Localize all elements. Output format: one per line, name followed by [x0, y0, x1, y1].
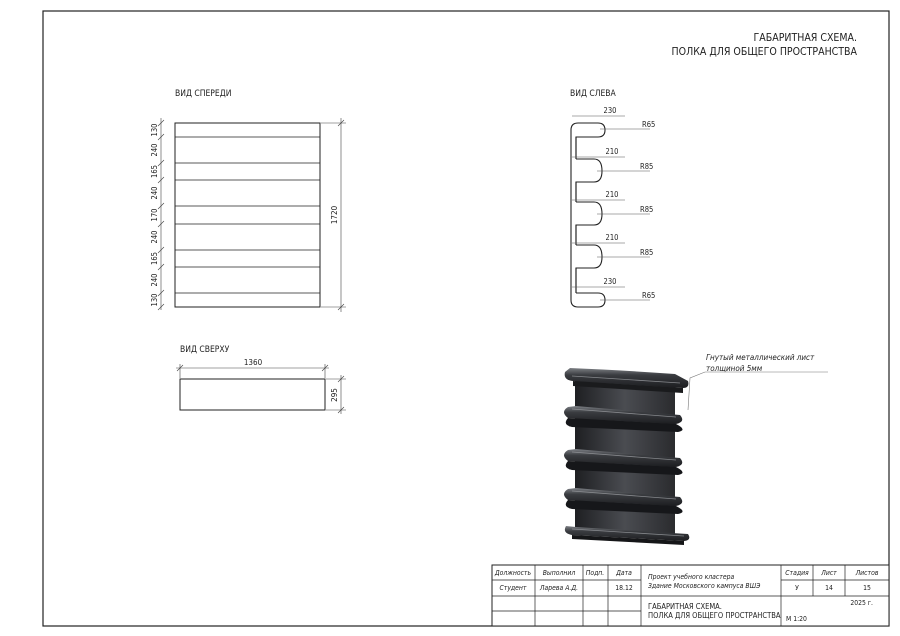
tb-sheet: 14: [825, 584, 833, 592]
side-depth-2: 210: [605, 147, 619, 156]
front-view-dividers: [175, 137, 320, 293]
tb-stage: У: [795, 584, 799, 592]
side-radius-1: R65: [642, 120, 656, 129]
tb-date: 18.12: [615, 584, 633, 592]
front-dim-5: 170: [150, 208, 159, 222]
side-depth-4: 210: [605, 233, 619, 242]
shelf-render: [564, 353, 828, 545]
render-leader: [688, 372, 705, 410]
front-view-outline: [175, 123, 320, 307]
front-view-label: ВИД СПЕРЕДИ: [175, 89, 232, 99]
front-total-height: 1720: [330, 205, 339, 225]
tb-project-line1: Проект учебного кластера: [648, 573, 735, 581]
sheet-border: [43, 11, 889, 626]
top-view-width: 1360: [243, 358, 263, 367]
side-radius-4: R85: [640, 248, 654, 257]
top-view-label: ВИД СВЕРХУ: [180, 345, 230, 355]
top-view-outline: [180, 379, 325, 410]
top-view: [176, 345, 346, 414]
sheet-title-line1: ГАБАРИТНАЯ СХЕМА.: [753, 32, 857, 44]
front-dim-1: 130: [150, 123, 159, 137]
top-view-depth: 295: [330, 388, 339, 402]
side-depth-1: 230: [603, 106, 617, 115]
tb-scale: М 1:20: [786, 615, 807, 623]
front-dim-3: 165: [150, 165, 159, 178]
front-dim-9: 130: [150, 293, 159, 307]
front-view: [150, 89, 346, 312]
side-radius-5: R65: [642, 291, 656, 300]
front-dim-2: 240: [150, 143, 159, 157]
front-dim-8: 240: [150, 273, 159, 287]
side-radius-2: R85: [640, 162, 654, 171]
tb-head-sheet: Лист: [821, 569, 837, 577]
tb-sheets: 15: [863, 584, 871, 592]
tb-project-line2: Здание Московского кампуса ВШЭ: [648, 582, 761, 590]
render-note-line1: Гнутый металлический лист: [706, 353, 815, 362]
front-dim-7: 165: [150, 252, 159, 265]
side-depth-3: 210: [605, 190, 619, 199]
render-note-line2: толщиной 5мм: [706, 364, 763, 373]
side-depth-5: 230: [603, 277, 617, 286]
tb-year: 2025 г.: [850, 599, 873, 607]
side-view-label: ВИД СЛЕВА: [570, 89, 616, 99]
tb-head-sheets: Листов: [855, 569, 879, 577]
side-radius-3: R85: [640, 205, 654, 214]
title-block: [492, 565, 889, 626]
tb-drawing-line2: ПОЛКА ДЛЯ ОБЩЕГО ПРОСТРАНСТВА: [648, 611, 781, 620]
tb-head-stage: Стадия: [785, 569, 809, 577]
sheet-title-line2: ПОЛКА ДЛЯ ОБЩЕГО ПРОСТРАНСТВА: [671, 46, 857, 58]
tb-author: Ларева А.Д.: [539, 584, 579, 592]
tb-head-position: Должность: [494, 569, 532, 577]
tb-drawing-line1: ГАБАРИТНАЯ СХЕМА.: [648, 602, 722, 611]
front-dim-6: 240: [150, 230, 159, 244]
tb-head-done: Выполнил: [542, 569, 576, 577]
tb-position: Студент: [499, 584, 527, 592]
tb-head-date: Дата: [616, 569, 632, 577]
tb-head-sign: Подп.: [585, 569, 605, 577]
front-dim-4: 240: [150, 186, 159, 200]
side-view: [570, 89, 655, 307]
